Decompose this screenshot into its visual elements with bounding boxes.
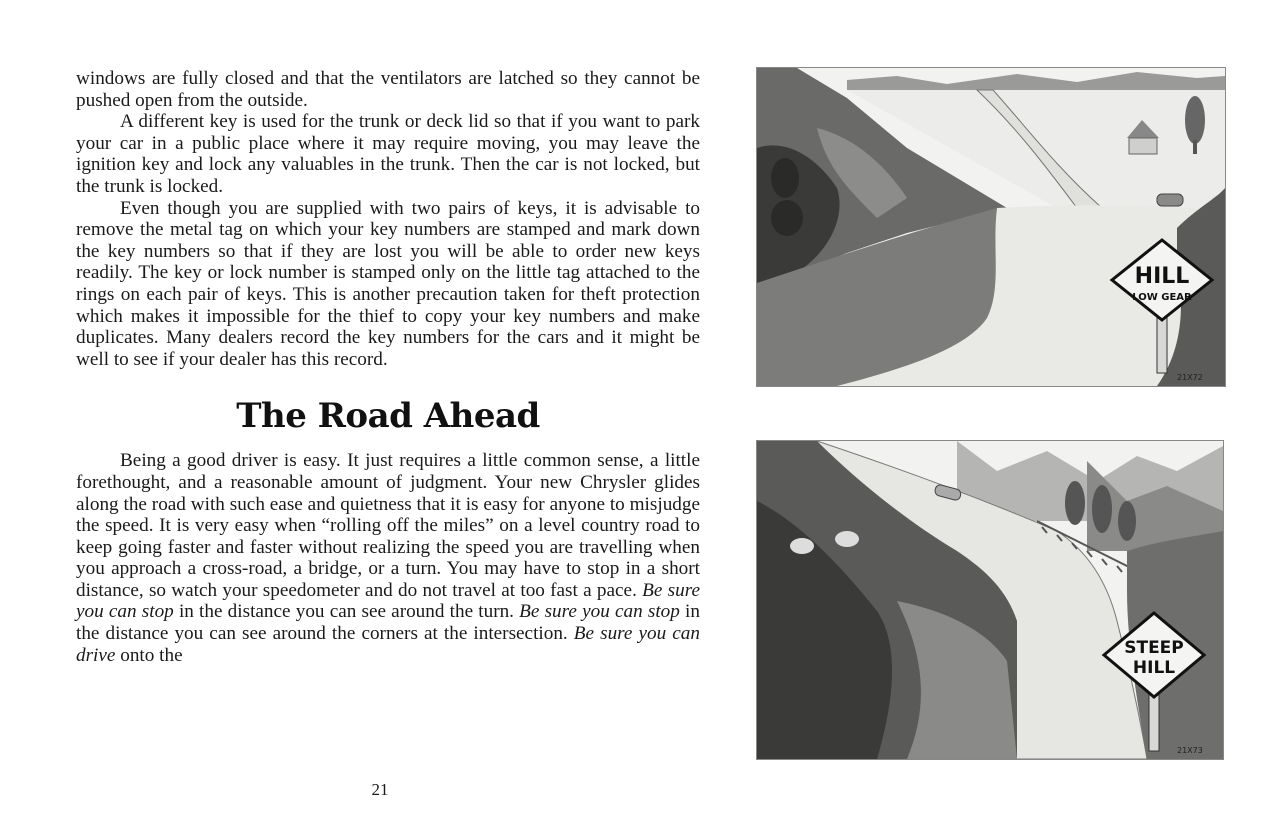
page-number: 21 (371, 780, 389, 799)
emphasis-run: Be sure you can drive (76, 623, 700, 666)
hill-scene (757, 68, 1225, 386)
hill-sign-line2: LOW GEAR (1132, 292, 1192, 303)
text-run: in the distance you can see around the turn. (173, 601, 520, 623)
illustration-code: 21X73 (1177, 746, 1203, 755)
emphasis-run: Be sure you can stop (519, 601, 680, 623)
hill-sign-line1: HILL (1134, 264, 1190, 289)
steep-hill-scene (757, 441, 1223, 759)
paragraph-trunk-key: A different key is used for the trunk or deck lid so that if you want to park your car in a public place where it may require moving, you may leave the ignition key and lock any valuables in the trunk. Then the car is not locked, but the trunk is locked. (76, 111, 700, 197)
body-text (76, 68, 700, 666)
paragraph-key-numbers: Even though you are supplied with two pairs of keys, it is advisable to remove the metal tag on which your key numbers are stamped and mark down the key numbers so that if they are lost you will be able to order new keys readily. The key or lock number is stamped only on the little tag attached to the rings on each pair of keys. This is another precaution taken for theft protection which makes it impossible for the thief to copy your key numbers and make duplicates. Many dealers record the key numbers for the cars and it might be well to see if your dealer has this record. (76, 197, 700, 370)
text-run: onto the (115, 644, 183, 666)
illustration-steep-hill (756, 440, 1224, 760)
illustration-hill-low-gear (756, 67, 1226, 387)
illustration-code: 21X72 (1177, 373, 1203, 382)
steep-hill-sign-line2: HILL (1132, 658, 1176, 678)
steep-hill-sign-line1: STEEP (1124, 638, 1184, 658)
paragraph-road-ahead (76, 450, 700, 666)
paragraph-ventilators: windows are fully closed and that the ventilators are latched so they cannot be pushed open from the outside. (76, 68, 700, 111)
section-heading: The Road Ahead (236, 396, 540, 437)
text-run: Being a good driver is easy. It just requires a little common sense, a little forethought, and a reasonable amount of judgment. Your new Chrysler glides along the road with such ease and quietness that it is easy for anyone to misjudge the speed. It is very easy when “rolling off the miles” on a level country road to keep going faster and faster without realizing the speed you are travelling when you approach a cross-road, a bridge, or a turn. You may have to stop in a short distance, so watch your speedometer and do not travel at too fast a pace. (76, 450, 700, 601)
text-run: in the distance you can see around the corners at the intersection. (76, 601, 700, 645)
emphasis-run: Be sure you can stop (76, 579, 701, 623)
